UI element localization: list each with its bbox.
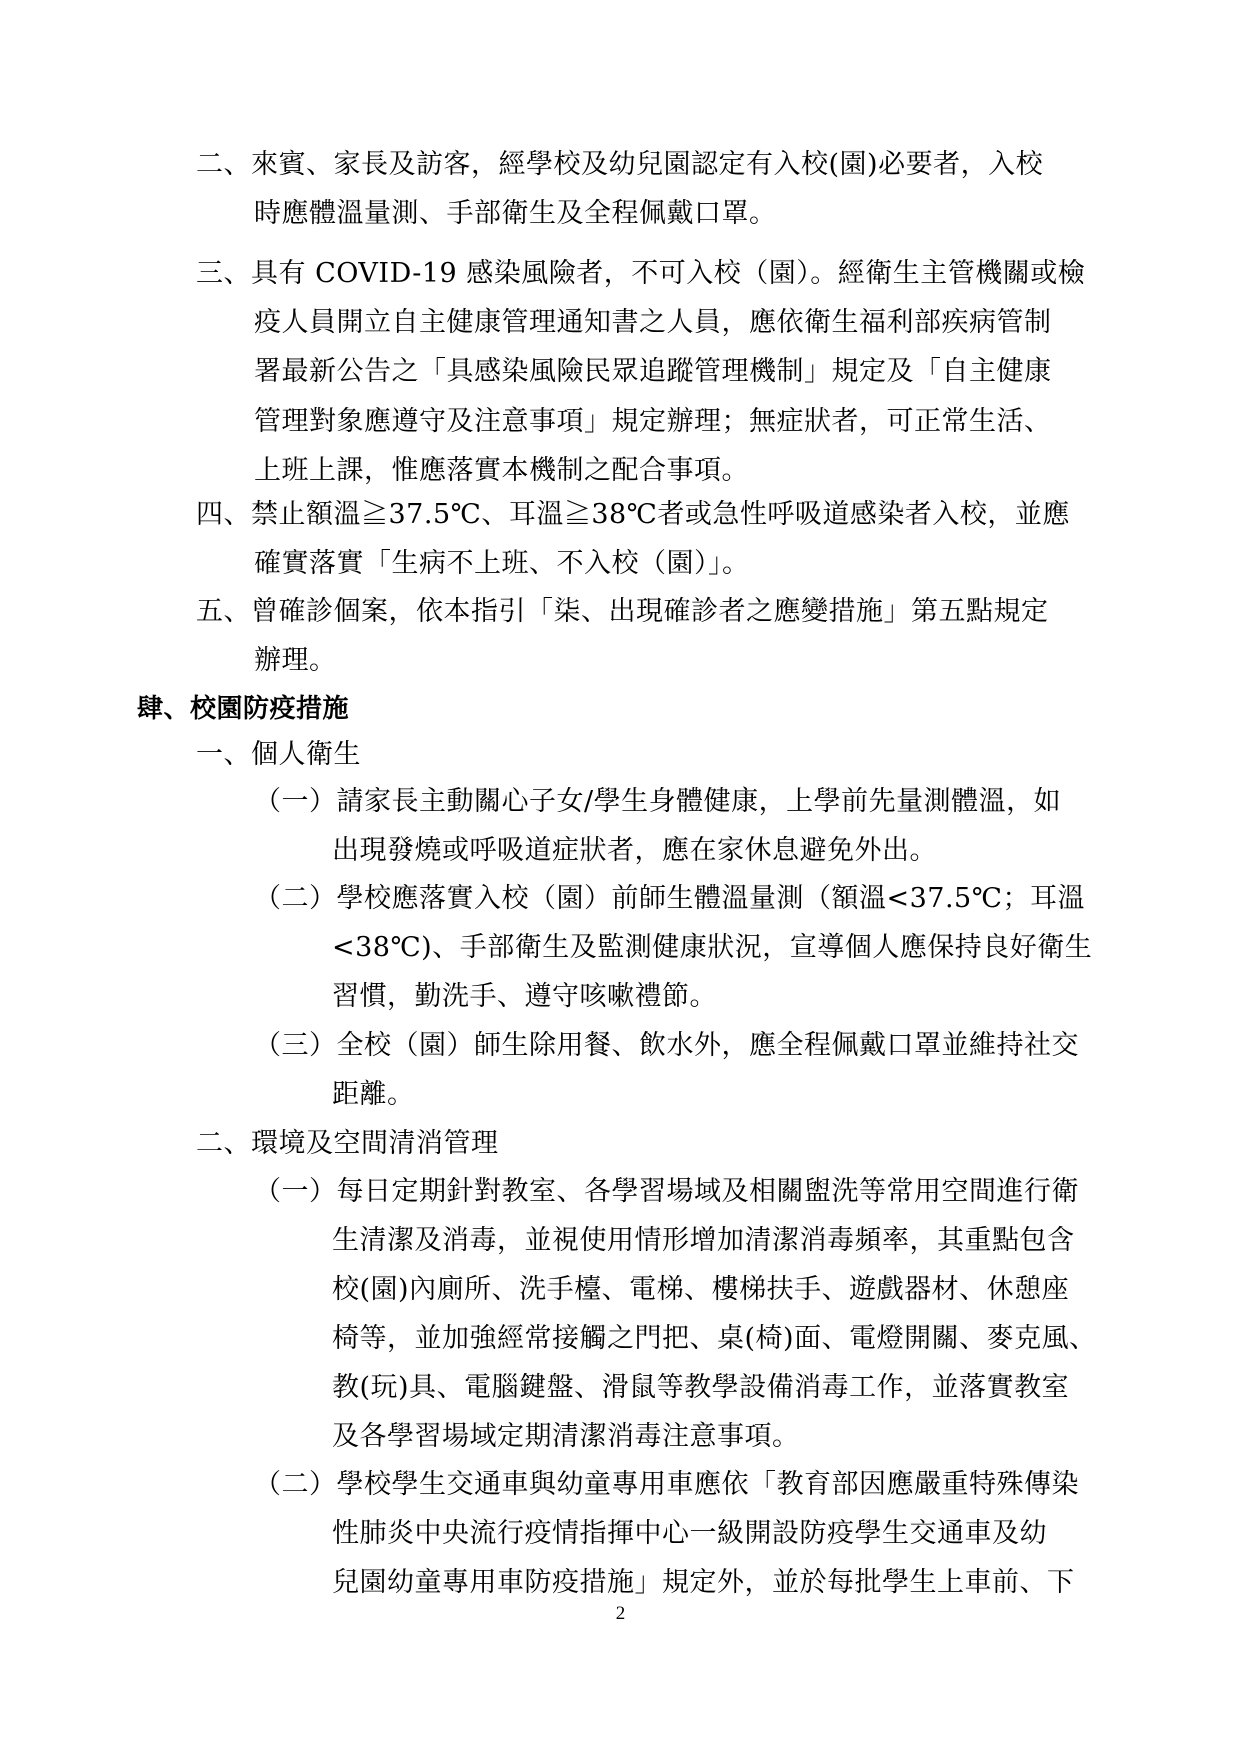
sub2-point-1-line-6: 及各學習場域定期清潔消毒注意事項。 (332, 1421, 800, 1452)
item-3-line-1: 三、具有 COVID-19 感染風險者，不可入校（園）。經衛生主管機關或檢 (196, 258, 1086, 289)
sub1-point-1-line-2: 出現發燒或呼吸道症狀者，應在家休息避免外出。 (332, 835, 937, 866)
page-number: 2 (615, 1603, 626, 1624)
item-3-line-2: 疫人員開立自主健康管理通知書之人員，應依衛生福利部疾病管制 (254, 307, 1052, 338)
item-4-line-1: 四、禁止額溫≧37.5℃、耳溫≧38℃者或急性呼吸道感染者入校，並應 (196, 499, 1070, 530)
item-5-line-1: 五、曾確診個案，依本指引「柒、出現確診者之應變措施」第五點規定 (196, 596, 1049, 627)
item-3-line-5: 上班上課，惟應落實本機制之配合事項。 (254, 455, 749, 486)
sub2-point-2-line-3: 兒園幼童專用車防疫措施」規定外，並於每批學生上車前、下 (332, 1567, 1075, 1598)
sub1-point-3-line-2: 距離。 (332, 1079, 415, 1110)
subsection-2-title: 二、環境及空間清消管理 (196, 1128, 499, 1159)
sub2-point-1-line-1: （一）每日定期針對教室、各學習場域及相關盥洗等常用空間進行衛 (254, 1176, 1079, 1207)
sub1-point-2-line-2: <38℃)、手部衛生及監測健康狀況，宣導個人應保持良好衛生 (332, 932, 1093, 963)
sub2-point-1-line-5: 教(玩)具、電腦鍵盤、滑鼠等教學設備消毒工作，並落實教室 (332, 1372, 1070, 1403)
sub1-point-3-line-1: （三）全校（園）師生除用餐、飲水外，應全程佩戴口罩並維持社交 (254, 1030, 1079, 1061)
item-4-line-2: 確實落實「生病不上班、不入校（園）」。 (254, 548, 750, 579)
sub2-point-1-line-3: 校(園)內廁所、洗手檯、電梯、樓梯扶手、遊戲器材、休憩座 (332, 1274, 1070, 1305)
item-5-line-2: 辦理。 (254, 645, 337, 676)
item-3-line-4: 管理對象應遵守及注意事項」規定辦理；無症狀者，可正常生活、 (254, 406, 1052, 437)
sub2-point-2-line-2: 性肺炎中央流行疫情指揮中心一級開設防疫學生交通車及幼 (332, 1518, 1047, 1549)
item-2-line-2: 時應體溫量測、手部衛生及全程佩戴口罩。 (254, 198, 777, 229)
sub1-point-2-line-1: （二）學校應落實入校（園）前師生體溫量測（額溫<37.5℃；耳溫 (254, 883, 1085, 914)
item-3-line-3: 署最新公告之「具感染風險民眾追蹤管理機制」規定及「自主健康 (254, 356, 1052, 387)
sub2-point-1-line-2: 生清潔及消毒，並視使用情形增加清潔消毒頻率，其重點包含 (332, 1225, 1075, 1256)
sub1-point-1-line-1: （一）請家長主動關心子女/學生身體健康，上學前先量測體溫，如 (254, 786, 1062, 817)
subsection-1-title: 一、個人衛生 (196, 739, 361, 770)
item-2-line-1: 二、來賓、家長及訪客，經學校及幼兒園認定有入校(園)必要者，入校 (196, 149, 1044, 180)
sub2-point-2-line-1: （二）學校學生交通車與幼童專用車應依「教育部因應嚴重特殊傳染 (254, 1469, 1079, 1500)
section-heading: 肆、校園防疫措施 (137, 694, 350, 724)
sub1-point-2-line-3: 習慣，勤洗手、遵守咳嗽禮節。 (332, 981, 717, 1012)
sub2-point-1-line-4: 椅等，並加強經常接觸之門把、桌(椅)面、電燈開關、麥克風、 (332, 1323, 1097, 1354)
